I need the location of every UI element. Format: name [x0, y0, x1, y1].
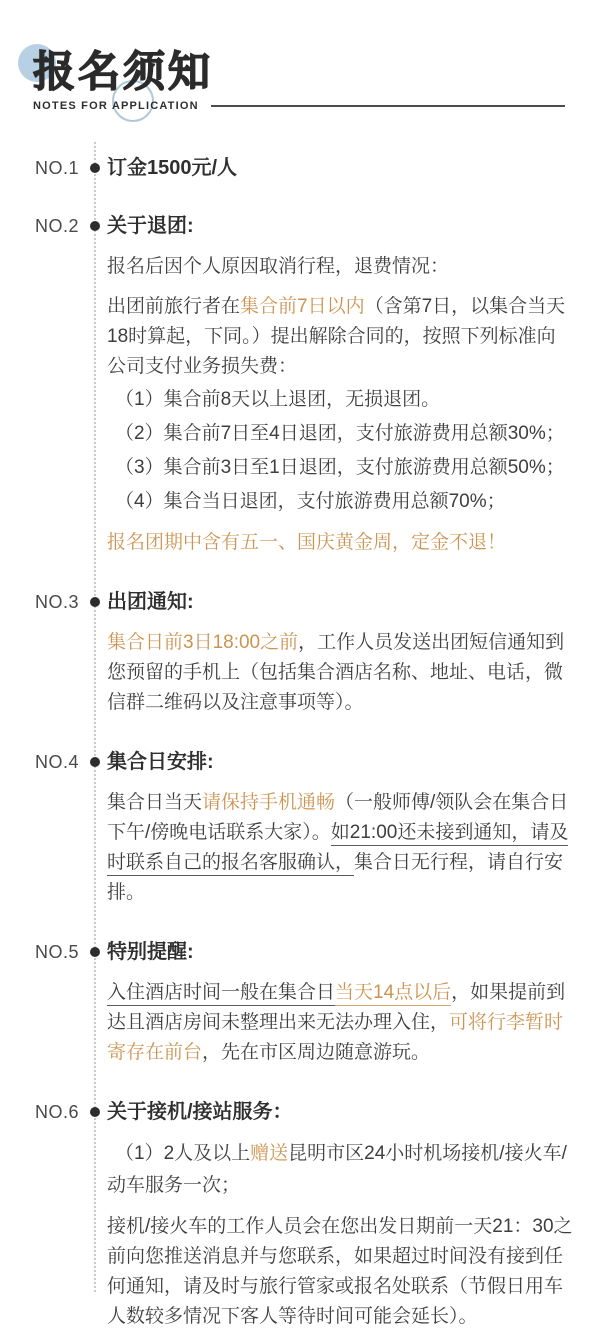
- bullet-dot-icon: [90, 757, 100, 767]
- item-bullet-column: [83, 154, 107, 182]
- header-rule: [211, 105, 565, 107]
- item-body: [107, 252, 573, 558]
- bullet-dot-icon: [90, 947, 100, 957]
- sub-list-item: [107, 418, 573, 450]
- paragraph: [107, 788, 573, 908]
- note-item: [35, 1098, 600, 1332]
- item-content: [107, 212, 573, 558]
- item-content: [107, 938, 573, 1068]
- note-item: [35, 154, 600, 182]
- page-title: 报名须知: [33, 48, 214, 95]
- item-heading: 特别提醒:: [107, 941, 194, 963]
- text-segment: 集合日前3日18:00之前: [107, 632, 299, 653]
- note-item: [35, 212, 600, 558]
- text-segment: 可将行李暂时寄存在前台: [107, 1012, 564, 1063]
- paragraph: [107, 292, 573, 382]
- item-number-label: NO.4: [35, 752, 80, 772]
- item-heading: 集合日安排:: [107, 751, 214, 773]
- text-segment: 报名后因个人原因取消行程，退费情况：: [107, 256, 450, 277]
- item-bullet-column: [83, 588, 107, 718]
- sub-list-item: [107, 1138, 573, 1202]
- text-segment: 昆明市区24小时机场接机/接火车/动车服务一次；: [107, 1143, 567, 1196]
- notes-list: [0, 154, 600, 1332]
- item-content: [107, 1098, 573, 1332]
- item-content: [107, 588, 573, 718]
- item-body: [107, 978, 573, 1068]
- page-header: [0, 0, 600, 112]
- text-segment: （1）集合前8天以上退团，无损退团。: [115, 389, 441, 410]
- text-segment: （3）集合前3日至1日退团，支付旅游费用总额50%；: [115, 457, 565, 478]
- text-segment: （2）集合前7日至4日退团，支付旅游费用总额30%；: [115, 423, 565, 444]
- text-segment: （含第7日，以集合当天18时算起，下同。）提出解除合同的，按照下列标准向公司支付业务损失费：: [107, 296, 566, 377]
- text-segment: 报名团期中含有五一、国庆黄金周，定金不退！: [107, 532, 507, 553]
- item-bullet-column: [83, 212, 107, 558]
- text-segment: 请保持手机通畅: [202, 792, 336, 813]
- bullet-dot-icon: [90, 163, 100, 173]
- text-segment: （1）2人及以上: [115, 1143, 251, 1164]
- paragraph: [107, 252, 573, 282]
- sub-list-item: [107, 384, 573, 416]
- paragraph: [107, 978, 573, 1068]
- text-segment: 入住酒店时间一般在集合日: [107, 982, 335, 1006]
- text-segment: （一般师傅/领队会在集合日下午/傍晚电话联系大家）。: [107, 792, 569, 843]
- text-segment: （4）集合当日退团，支付旅游费用总额70%；: [115, 491, 506, 512]
- subtitle-row: [33, 100, 565, 112]
- text-segment: 赠送: [250, 1143, 289, 1164]
- text-segment: 集合日当天: [107, 792, 203, 813]
- item-number-label: NO.1: [35, 158, 80, 178]
- page-subtitle: NOTES FOR APPLICATION: [33, 100, 199, 112]
- item-number-label: NO.6: [35, 1102, 80, 1122]
- text-segment: 当天14点以后: [335, 982, 451, 1006]
- note-item: [35, 748, 600, 908]
- note-item: [35, 588, 600, 718]
- sub-list-item: [107, 486, 573, 518]
- bullet-dot-icon: [90, 221, 100, 231]
- item-bullet-column: [83, 748, 107, 908]
- text-segment: ，工作人员发送出团短信通知到您预留的手机上（包括集合酒店名称、地址、电话，微信群二维码以及注意事项等）。: [107, 632, 565, 713]
- item-heading: 出团通知:: [107, 591, 194, 613]
- item-heading: 订金1500元/人: [107, 157, 238, 179]
- bullet-dot-icon: [90, 1107, 100, 1117]
- paragraph: [107, 528, 573, 558]
- item-number-label: NO.3: [35, 592, 80, 612]
- note-item: [35, 938, 600, 1068]
- item-bullet-column: [83, 938, 107, 1068]
- item-heading: 关于退团:: [107, 215, 194, 237]
- item-number-label: NO.2: [35, 216, 80, 236]
- text-segment: 如21:00还未接到通知，请及时联系自己的报名客服确认，: [107, 822, 568, 876]
- sub-list-item: [107, 452, 573, 484]
- item-number-label: NO.5: [35, 942, 80, 962]
- text-segment: 接机/接火车的工作人员会在您出发日期前一天21：30之前向您推送消息并与您联系，如果超过时间没有接到任何通知，请及时与旅行管家或报名处联系（节假日用车人数较多情况下客人等待时间可能会延长）。: [107, 1216, 573, 1327]
- item-content: [107, 748, 573, 908]
- item-body: [107, 628, 573, 718]
- bullet-dot-icon: [90, 597, 100, 607]
- item-bullet-column: [83, 1098, 107, 1332]
- paragraph: [107, 628, 573, 718]
- text-segment: 出团前旅行者在: [107, 296, 241, 317]
- item-body: [107, 788, 573, 908]
- item-body: [107, 1138, 573, 1332]
- text-segment: ，如果提前到达且酒店房间未整理出来无法办理入住，: [107, 982, 566, 1033]
- item-heading: 关于接机/接站服务：: [107, 1101, 293, 1123]
- text-segment: ，先在市区周边随意游玩。: [202, 1042, 431, 1063]
- text-segment: 集合前7日以内: [240, 296, 365, 317]
- item-content: [107, 154, 573, 182]
- paragraph: [107, 1212, 573, 1332]
- text-segment: 集合日无行程，请自行安排。: [107, 852, 564, 903]
